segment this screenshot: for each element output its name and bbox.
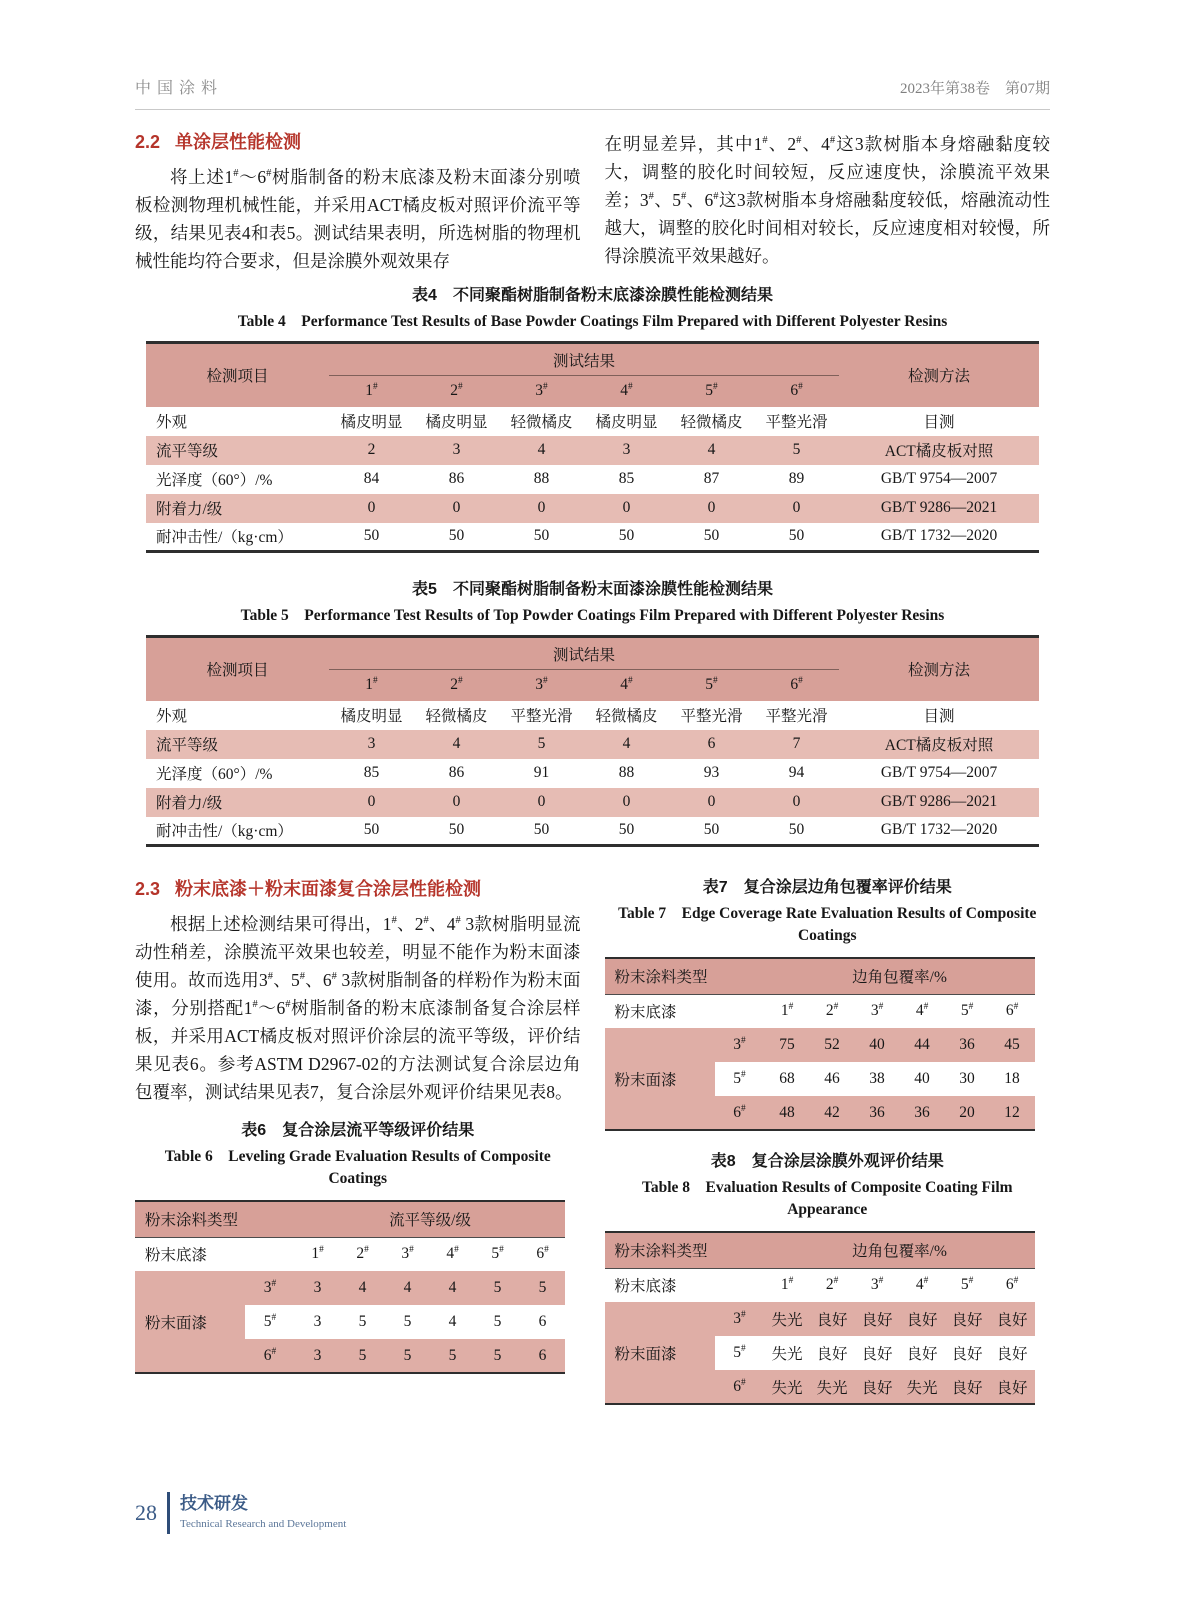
table-cell: 50: [703, 821, 720, 839]
table-row: [146, 436, 1039, 465]
table-cell: GB/T 9754—2007: [880, 764, 998, 781]
table-cell: 橘皮明显: [340, 708, 403, 725]
table-cell: 附着力/级: [146, 788, 329, 817]
table-cell: 粉末底漆: [145, 1247, 208, 1265]
col-item: 检测项目: [146, 637, 329, 701]
col-group: 测试结果: [329, 343, 839, 376]
table-cell: 外观: [156, 708, 188, 725]
table-5: [146, 635, 1039, 847]
table-cell: 30: [959, 1070, 975, 1087]
col-sample: 2#: [414, 670, 499, 701]
table-cell: 平整光滑: [680, 708, 743, 725]
table-5-block: [135, 579, 1050, 847]
footer-labels: [180, 1494, 346, 1532]
base-row: [605, 1268, 1035, 1302]
table-cell: 3: [414, 436, 499, 465]
table-4-title-en: Table 4 Performance Test Results of Base Powder Coatings Film Prepared with Different Polyester Resins: [237, 313, 948, 330]
footer-section-zh: 技术研发: [180, 1494, 248, 1513]
table-cell: 5: [499, 730, 584, 759]
table-cell: 良好: [990, 1302, 1035, 1336]
table-cell: 0: [329, 788, 414, 817]
col-group: 测试结果: [329, 637, 839, 670]
table-header: [605, 958, 1035, 994]
base-row: [135, 1237, 565, 1271]
table-cell: 50: [448, 821, 465, 839]
table-cell: 良好: [810, 1302, 855, 1336]
table-cell: 0: [584, 494, 669, 523]
table-cell: 橘皮明显: [425, 414, 488, 431]
table-cell: 5#: [733, 1069, 746, 1087]
table-cell: 88: [618, 764, 635, 781]
table-row: [605, 1028, 1035, 1062]
table-7-block: [605, 877, 1051, 1131]
table-cell: 4: [669, 436, 754, 465]
table-cell: 52: [810, 1028, 855, 1062]
table-cell: 耐冲击性/（kg·cm）: [156, 529, 293, 547]
footer-section-en: Technical Research and Development: [180, 1518, 347, 1530]
table-cell: 50: [363, 527, 380, 545]
table-cell: 粉末底漆: [614, 1004, 677, 1022]
table-7-title-en: Table 7 Edge Coverage Rate Evaluation Results of Composite Coatings: [618, 905, 1037, 944]
para-2-2-left: 将上述1#～6#树脂制备的粉末底漆及粉末面漆分别喷板检测物理机械性能，并采用ACT橘皮板对照评价流平等级，结果见表4和表5。测试结果表明，所选树脂的物理机械性能均符合要求，但是涂膜外观效果存: [135, 167, 581, 271]
table-6-block: [135, 1120, 581, 1374]
table-row: [146, 523, 1039, 552]
table-cell: 5: [520, 1271, 565, 1305]
col-type: 粉末涂料类型: [605, 958, 765, 994]
table-cell: 0: [499, 788, 584, 817]
table-cell: 0: [669, 494, 754, 523]
table-cell: 44: [900, 1028, 945, 1062]
table-cell: GB/T 9286—2021: [839, 788, 1039, 817]
table-cell: 42: [810, 1096, 855, 1130]
table-row: [146, 730, 1039, 759]
table-cell: 平整光滑: [765, 708, 828, 725]
table-cell: 85: [363, 764, 380, 781]
table-cell: 4: [448, 1313, 457, 1330]
table-cell: 2#: [356, 1245, 369, 1263]
table-5-title-en: Table 5 Performance Test Results of Top Powder Coatings Film Prepared with Different Polyester Resins: [240, 607, 945, 624]
para-2-2-right: 在明显差异，其中1#、2#、4#这3款树脂本身熔融黏度较大，调整的胶化时间较短，反应速度快，涂膜流平效果差；3#、5#、6#这3款树脂本身熔融黏度较低，熔融流动性越大，调整的胶化时间相对较长，反应速度相对较慢，所得涂膜流平效果越好。: [604, 134, 1051, 266]
table-cell: ACT橘皮板对照: [839, 730, 1039, 759]
table-cell: 附着力/级: [146, 494, 329, 523]
section-2-3: [135, 877, 1050, 1405]
table-cell: 6#: [245, 1339, 295, 1373]
footer-divider: [167, 1492, 170, 1534]
table-cell: 失光: [771, 1346, 803, 1363]
table-8-title-zh: 表8 复合涂层涂膜外观评价结果: [710, 1153, 944, 1170]
row-group-label: 粉末面漆: [605, 1028, 715, 1130]
table-cell: 36: [855, 1096, 900, 1130]
table-cell: 20: [945, 1096, 990, 1130]
table-cell: 流平等级: [146, 730, 329, 759]
base-row: [605, 994, 1035, 1028]
col-sample: 5#: [669, 670, 754, 701]
table-4: [146, 341, 1039, 553]
journal-title: 中国涂料: [135, 80, 224, 97]
table-cell: 3#: [715, 1028, 765, 1062]
table-cell: 良好: [861, 1346, 893, 1363]
table-cell: 良好: [906, 1346, 938, 1363]
table-cell: 良好: [945, 1302, 990, 1336]
column-left: [135, 130, 581, 275]
issue-info: 2023年第38卷 第07期: [899, 81, 1050, 97]
table-cell: 50: [788, 527, 805, 545]
table-row: [605, 1302, 1035, 1336]
table-cell: 4: [414, 730, 499, 759]
table-cell: 4#: [915, 1002, 929, 1020]
table-cell: 86: [448, 764, 465, 781]
table-cell: 6#: [1005, 1002, 1019, 1020]
table-cell: 46: [824, 1070, 840, 1087]
table-cell: 0: [499, 494, 584, 523]
table-cell: 平整光滑: [765, 414, 828, 431]
table-cell: 良好: [951, 1346, 983, 1363]
table-cell: 5: [385, 1339, 430, 1373]
col-item: 检测项目: [146, 343, 329, 407]
table-cell: 68: [779, 1070, 795, 1087]
table-cell: 5#: [960, 1002, 974, 1020]
col-sample: 1#: [329, 670, 414, 701]
table-cell: 6: [669, 730, 754, 759]
col-sample: 6#: [754, 670, 839, 701]
table-cell: 3#: [401, 1245, 414, 1263]
table-cell: 84: [363, 470, 380, 487]
col-sample: 4#: [584, 670, 669, 701]
table-cell: 50: [448, 527, 465, 545]
table-cell: 失光: [765, 1302, 810, 1336]
column-right: [605, 877, 1051, 1405]
table-cell: 38: [869, 1070, 885, 1087]
table-4-block: [135, 285, 1050, 553]
table-header: [135, 1201, 565, 1237]
table-cell: 2#: [825, 1276, 839, 1294]
table-4-title-zh: 表4 不同聚酯树脂制备粉末底漆涂膜性能检测结果: [412, 287, 773, 304]
table-cell: 5: [430, 1339, 475, 1373]
table-cell: 轻微橘皮: [680, 414, 743, 431]
para-2-3: 根据上述检测结果可得出，1#、2#、4# 3款树脂明显流动性稍差，涂膜流平效果也较差，明显不能作为粉末面漆使用。故而选用3#、5#、6# 3款树脂制备的样粉作为粉末面漆，分别搭配1#～6#树脂制备的粉末底漆制备复合涂层样板，并采用ACT橘皮板对照评价涂层的流平等级，评价结果见表6。参考ASTM D2967-02的方法测试复合涂层边角包覆率，测试结果见表7，复合涂层外观评价结果见表8。: [135, 914, 581, 1102]
table-row: [146, 465, 1039, 494]
table-cell: 85: [618, 470, 635, 487]
table-cell: 1#: [780, 1002, 794, 1020]
col-method: 检测方法: [839, 343, 1039, 407]
page-number: 28: [135, 1500, 157, 1525]
table-cell: 87: [703, 470, 720, 487]
table-cell: 3#: [715, 1302, 765, 1336]
table-cell: 良好: [855, 1302, 900, 1336]
column-right: [605, 130, 1051, 275]
table-header: [605, 1232, 1035, 1268]
table-cell: 5#: [960, 1276, 974, 1294]
table-cell: 5#: [733, 1343, 746, 1361]
table-cell: 流平等级: [146, 436, 329, 465]
table-cell: 86: [448, 470, 465, 487]
col-sample: 3#: [499, 670, 584, 701]
table-cell: 12: [990, 1096, 1035, 1130]
section-heading-2-3: [135, 877, 581, 902]
table-cell: 外观: [156, 414, 188, 431]
section-title: 单涂层性能检测: [175, 132, 302, 152]
table-cell: 45: [990, 1028, 1035, 1062]
table-row: [135, 1271, 565, 1305]
table-cell: 0: [584, 788, 669, 817]
table-6-title-en: Table 6 Leveling Grade Evaluation Results of Composite Coatings: [164, 1148, 551, 1187]
table-row: [146, 407, 1039, 436]
table-cell: 50: [533, 821, 550, 839]
col-sample: 3#: [499, 376, 584, 407]
table-cell: 0: [754, 494, 839, 523]
table-cell: 失光: [765, 1370, 810, 1404]
table-cell: 良好: [990, 1370, 1035, 1404]
col-sample: 6#: [754, 376, 839, 407]
table-cell: 40: [855, 1028, 900, 1062]
column-left: [135, 877, 581, 1405]
table-cell: 5: [358, 1313, 367, 1330]
table-cell: 40: [914, 1070, 930, 1087]
table-cell: 5#: [491, 1245, 504, 1263]
table-cell: GB/T 9286—2021: [839, 494, 1039, 523]
table-cell: 5: [475, 1271, 520, 1305]
col-metric: 边角包覆率/%: [765, 958, 1035, 994]
section-number: 2.3: [135, 879, 161, 899]
col-sample: 2#: [414, 376, 499, 407]
table-cell: 50: [363, 821, 380, 839]
page-footer: [135, 1492, 346, 1534]
table-cell: 3#: [245, 1271, 295, 1305]
col-method: 检测方法: [839, 637, 1039, 701]
table-cell: 良好: [996, 1346, 1028, 1363]
table-cell: 0: [329, 494, 414, 523]
table-row: [146, 759, 1039, 788]
table-row: [146, 494, 1039, 523]
table-cell: 4: [430, 1271, 475, 1305]
table-cell: 2#: [825, 1002, 839, 1020]
table-cell: 5: [340, 1339, 385, 1373]
table-cell: 4#: [446, 1245, 459, 1263]
row-group-label: 粉末面漆: [135, 1271, 245, 1373]
table-cell: 良好: [855, 1370, 900, 1404]
table-cell: GB/T 1732—2020: [880, 527, 998, 545]
section-heading-2-2: [135, 130, 581, 155]
table-cell: 目测: [923, 414, 955, 431]
table-6-title-zh: 表6 复合涂层流平等级评价结果: [241, 1122, 475, 1139]
table-7: [605, 957, 1035, 1131]
table-cell: 平整光滑: [510, 708, 573, 725]
table-cell: 4: [584, 730, 669, 759]
table-cell: 失光: [900, 1370, 945, 1404]
table-cell: 0: [414, 788, 499, 817]
table-cell: 0: [754, 788, 839, 817]
table-cell: 轻微橘皮: [425, 708, 488, 725]
table-cell: 50: [703, 527, 720, 545]
table-cell: 36: [945, 1028, 990, 1062]
table-cell: 3#: [870, 1002, 884, 1020]
table-cell: 6: [538, 1313, 547, 1330]
table-cell: GB/T 1732—2020: [880, 821, 998, 839]
table-cell: 6#: [1005, 1276, 1019, 1294]
table-cell: 良好: [816, 1346, 848, 1363]
table-cell: 50: [618, 821, 635, 839]
table-cell: 89: [788, 470, 805, 487]
col-type: 粉末涂料类型: [135, 1201, 295, 1237]
section-title: 粉末底漆＋粉末面漆复合涂层性能检测: [175, 879, 482, 899]
table-row: [146, 701, 1039, 730]
table-cell: 94: [788, 764, 805, 781]
table-8: [605, 1231, 1035, 1405]
table-cell: 良好: [945, 1370, 990, 1404]
table-cell: 6#: [536, 1245, 549, 1263]
table-cell: 2: [329, 436, 414, 465]
row-group-label: 粉末面漆: [605, 1302, 715, 1404]
table-cell: GB/T 9754—2007: [880, 470, 998, 487]
table-8-title-en: Table 8 Evaluation Results of Composite Coating Film Appearance: [641, 1179, 1013, 1218]
table-cell: 3: [584, 436, 669, 465]
table-cell: 光泽度（60°）/%: [156, 472, 273, 489]
table-row: [146, 817, 1039, 846]
table-header: [146, 343, 1039, 407]
table-cell: 91: [533, 764, 550, 781]
table-cell: 1#: [780, 1276, 794, 1294]
table-cell: 目测: [923, 708, 955, 725]
col-sample: 4#: [584, 376, 669, 407]
table-5-title-zh: 表5 不同聚酯树脂制备粉末面漆涂膜性能检测结果: [412, 581, 773, 598]
table-cell: 1#: [311, 1245, 324, 1263]
table-8-block: [605, 1151, 1051, 1405]
section-number: 2.2: [135, 132, 161, 152]
table-cell: 橘皮明显: [340, 414, 403, 431]
table-cell: ACT橘皮板对照: [839, 436, 1039, 465]
col-sample: 1#: [329, 376, 414, 407]
table-cell: 轻微橘皮: [595, 708, 658, 725]
table-row: [146, 788, 1039, 817]
section-2-2: [135, 130, 1050, 275]
table-cell: 失光: [810, 1370, 855, 1404]
col-type: 粉末涂料类型: [605, 1232, 765, 1268]
table-cell: 36: [900, 1096, 945, 1130]
table-header: [146, 637, 1039, 701]
table-cell: 7: [754, 730, 839, 759]
table-cell: 3: [295, 1339, 340, 1373]
table-cell: 轻微橘皮: [510, 414, 573, 431]
table-cell: 93: [703, 764, 720, 781]
table-cell: 50: [788, 821, 805, 839]
table-cell: 3#: [870, 1276, 884, 1294]
table-cell: 6: [520, 1339, 565, 1373]
col-metric: 边角包覆率/%: [765, 1232, 1035, 1268]
table-cell: 3: [313, 1313, 322, 1330]
page-header: [135, 75, 1050, 110]
table-cell: 48: [765, 1096, 810, 1130]
table-cell: 4#: [915, 1276, 929, 1294]
table-cell: 耐冲击性/（kg·cm）: [156, 823, 293, 841]
table-cell: 18: [1004, 1070, 1020, 1087]
table-cell: 50: [618, 527, 635, 545]
table-cell: 4: [385, 1271, 430, 1305]
col-sample: 5#: [669, 376, 754, 407]
table-cell: 6#: [715, 1370, 765, 1404]
table-cell: 4: [340, 1271, 385, 1305]
table-cell: 良好: [900, 1302, 945, 1336]
table-cell: 0: [414, 494, 499, 523]
table-cell: 88: [533, 470, 550, 487]
table-cell: 6#: [715, 1096, 765, 1130]
table-cell: 0: [669, 788, 754, 817]
table-cell: 粉末底漆: [614, 1278, 677, 1296]
table-cell: 50: [533, 527, 550, 545]
table-cell: 橘皮明显: [595, 414, 658, 431]
table-cell: 4: [499, 436, 584, 465]
table-6: [135, 1200, 565, 1374]
table-cell: 光泽度（60°）/%: [156, 766, 273, 783]
table-cell: 5#: [263, 1312, 277, 1330]
table-cell: 5: [754, 436, 839, 465]
table-cell: 75: [765, 1028, 810, 1062]
table-cell: 5: [493, 1313, 502, 1330]
table-7-title-zh: 表7 复合涂层边角包覆率评价结果: [702, 879, 952, 896]
table-cell: 5: [403, 1313, 412, 1330]
col-metric: 流平等级/级: [295, 1201, 565, 1237]
table-cell: 3: [295, 1271, 340, 1305]
table-cell: 3: [329, 730, 414, 759]
table-cell: 5: [475, 1339, 520, 1373]
